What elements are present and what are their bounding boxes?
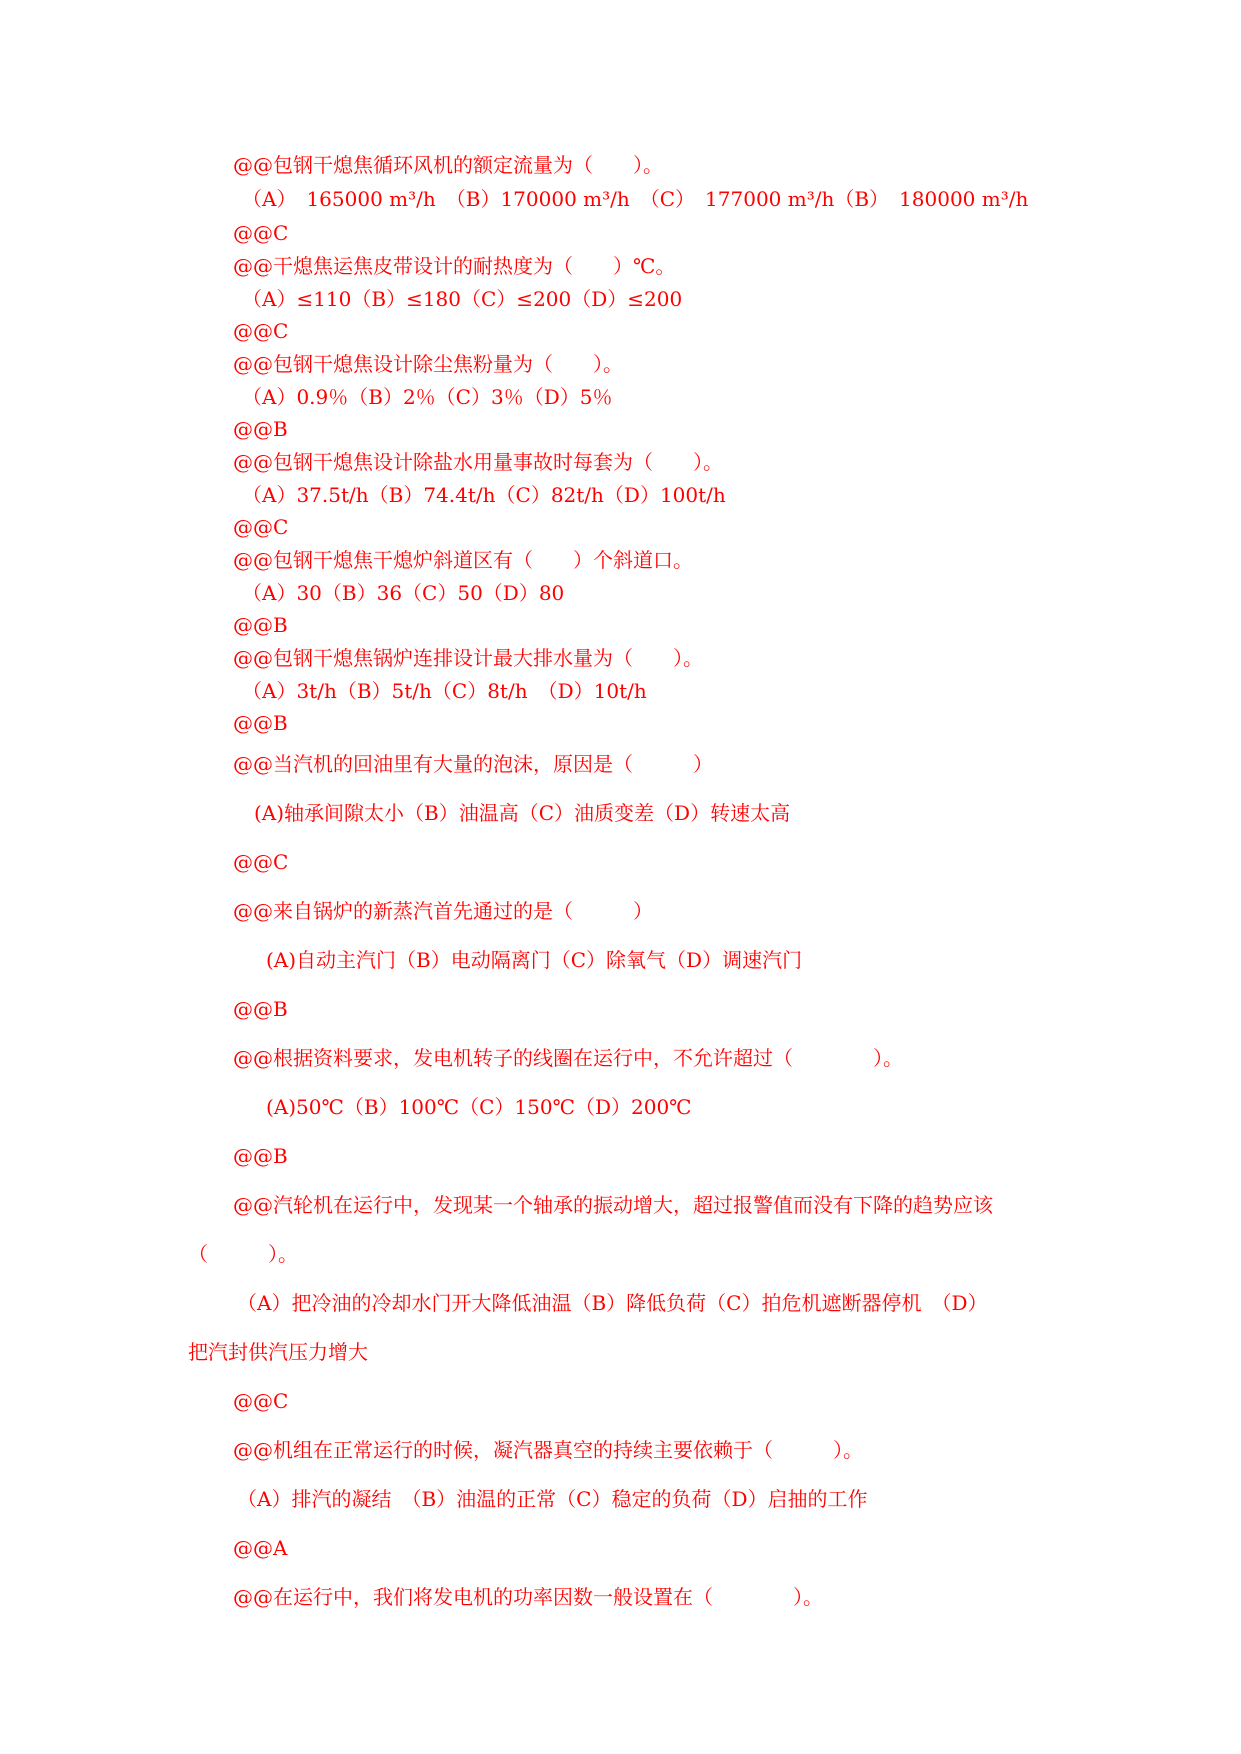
options-text: （A）3t/h（B）5t/h（C）8t/h （D）10t/h	[242, 679, 647, 703]
answer-text: @@B	[233, 613, 288, 637]
options-text: （A）把冷油的冷却水门开大降低油温（B）降低负荷（C）拍危机遮断器停机 （D）	[237, 1291, 988, 1315]
question-text: @@根据资料要求，发电机转子的线圈在运行中，不允许超过（ ）。	[233, 1046, 903, 1070]
answer-text: @@B	[233, 711, 288, 735]
options-text: （A）排汽的凝结 （B）油温的正常（C）稳定的负荷（D）启抽的工作	[237, 1487, 868, 1511]
answer-text: @@C	[233, 221, 289, 245]
question-text-continued: （ ）。	[188, 1242, 298, 1266]
question-text: @@包钢干熄焦循环风机的额定流量为（ ）。	[233, 153, 663, 177]
question-text: @@在运行中，我们将发电机的功率因数一般设置在（ ）。	[233, 1585, 823, 1609]
answer-text: @@C	[233, 515, 289, 539]
question-text: @@包钢干熄焦设计除盐水用量事故时每套为（ ）。	[233, 450, 723, 474]
options-text: （A）37.5t/h（B）74.4t/h（C）82t/h（D）100t/h	[242, 483, 726, 507]
options-text: (A)自动主汽门（B）电动隔离门（C）除氧气（D）调速汽门	[266, 948, 803, 972]
answer-text: @@A	[233, 1536, 288, 1560]
options-text: (A)50℃（B）100℃（C）150℃（D）200℃	[266, 1095, 692, 1119]
answer-text: @@C	[233, 1389, 289, 1413]
question-text: @@汽轮机在运行中，发现某一个轴承的振动增大，超过报警值而没有下降的趋势应该	[233, 1193, 993, 1217]
options-text: （A）0.9％（B）2％（C）3％（D）5％	[242, 385, 613, 409]
question-text: @@包钢干熄焦干熄炉斜道区有（ ）个斜道口。	[233, 548, 693, 572]
answer-text: @@B	[233, 417, 288, 441]
question-text: @@来自锅炉的新蒸汽首先通过的是（ ）	[233, 899, 653, 923]
question-text: @@当汽机的回油里有大量的泡沫，原因是（ ）	[233, 752, 713, 776]
options-text-continued: 把汽封供汽压力增大	[188, 1340, 368, 1364]
question-text: @@包钢干熄焦设计除尘焦粉量为（ ）。	[233, 352, 623, 376]
options-text: （A）≤110（B）≤180（C）≤200（D）≤200	[242, 287, 683, 311]
question-text: @@干熄焦运焦皮带设计的耐热度为（ ）℃。	[233, 254, 676, 278]
options-text: （A）30（B）36（C）50（D）80	[242, 581, 565, 605]
answer-text: @@B	[233, 1144, 288, 1168]
options-text: （A） 165000 m³/h （B）170000 m³/h （C） 177000 m³/h（B） 180000 m³/h	[242, 187, 1029, 211]
answer-text: @@B	[233, 997, 288, 1021]
options-text: (A)轴承间隙太小（B）油温高（C）油质变差（D）转速太高	[254, 801, 791, 825]
question-text: @@机组在正常运行的时候，凝汽器真空的持续主要依赖于（ ）。	[233, 1438, 863, 1462]
answer-text: @@C	[233, 850, 289, 874]
answer-text: @@C	[233, 319, 289, 343]
question-text: @@包钢干熄焦锅炉连排设计最大排水量为（ ）。	[233, 646, 703, 670]
